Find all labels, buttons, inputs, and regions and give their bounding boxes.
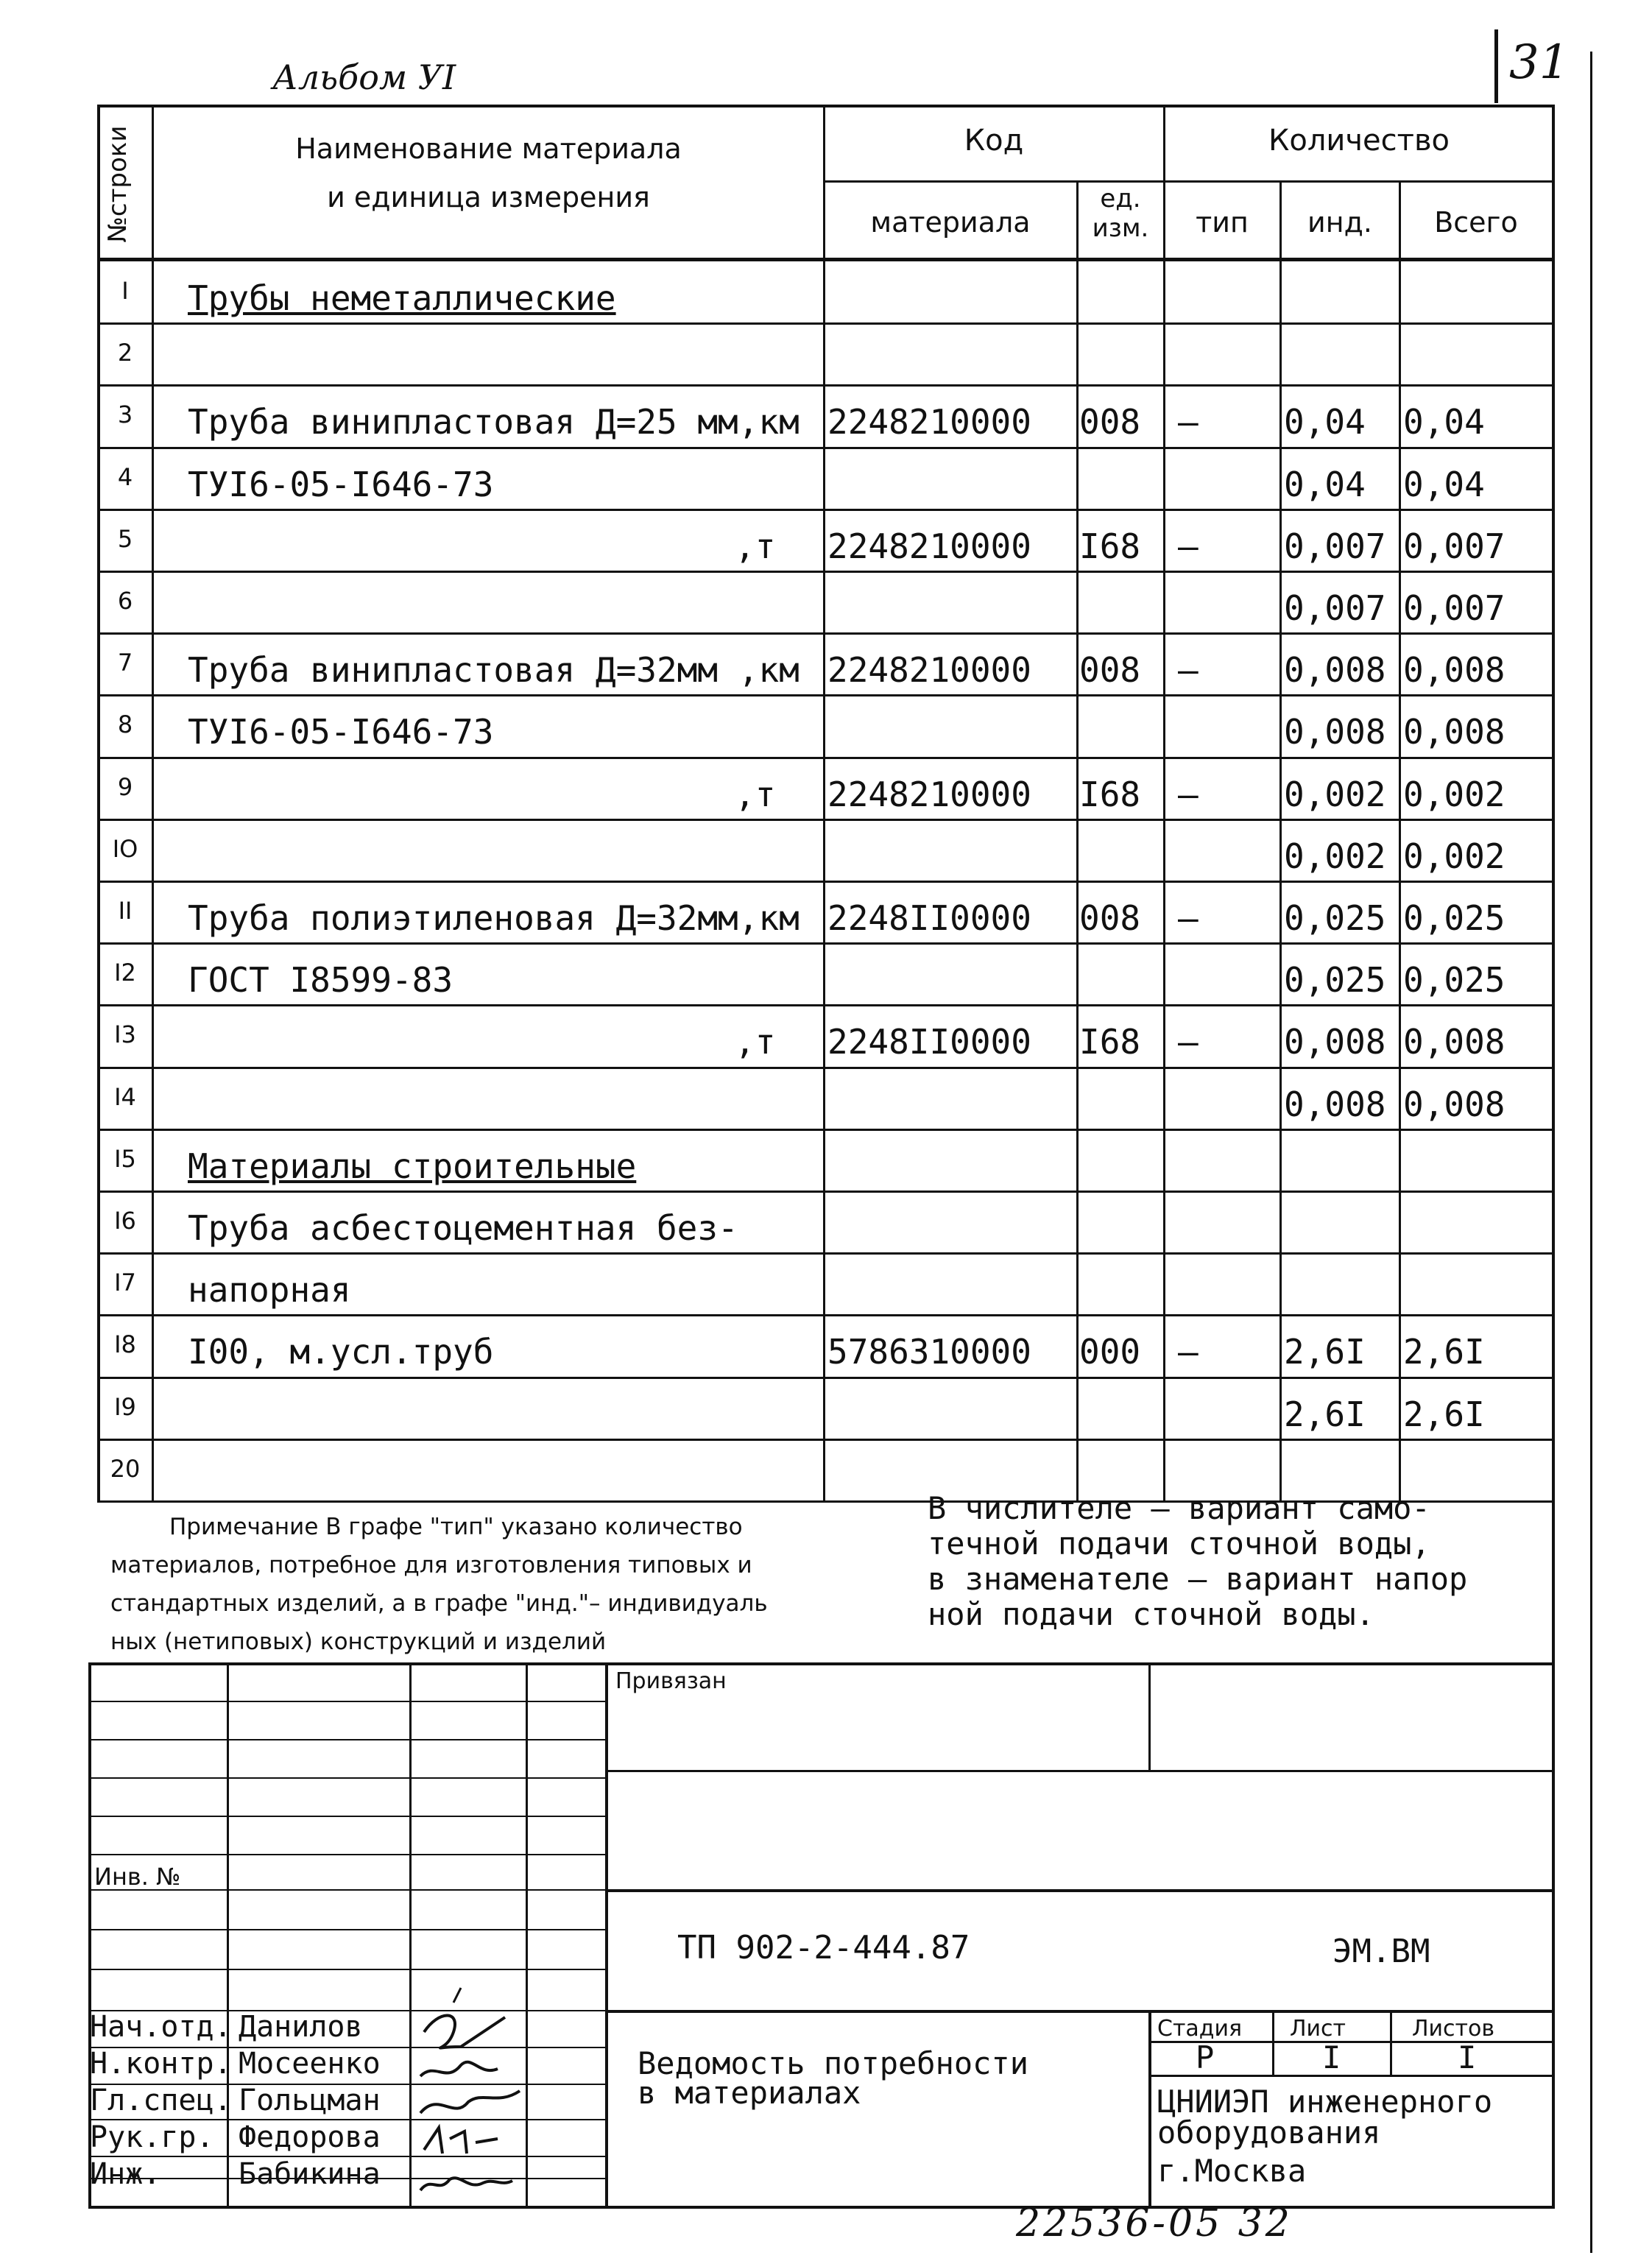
material-name: ГОСТ I8599-83	[188, 960, 453, 1000]
note-line: стандартных изделий, а в графе "инд."– индивидуаль	[110, 1590, 768, 1617]
qty-ind: 0,007	[1284, 526, 1386, 566]
ind-header: инд.	[1307, 206, 1372, 239]
row-number: I	[121, 277, 129, 305]
material-code: 5786310000	[827, 1332, 1031, 1372]
material-code: 2248210000	[827, 526, 1031, 566]
note-line: ных (нетиповых) конструкций и изделий	[110, 1629, 607, 1655]
row-number: 6	[117, 587, 133, 615]
row-divider	[97, 757, 1555, 759]
total-header: Всего	[1434, 206, 1518, 239]
row-divider	[97, 694, 1555, 696]
qty-total: 0,04	[1403, 465, 1485, 504]
qty-ind: 2,6I	[1284, 1332, 1366, 1372]
row-divider	[97, 1129, 1555, 1131]
sign-role: Рук.гр.	[90, 2120, 214, 2154]
qty-ind: 0,025	[1284, 960, 1386, 1000]
qty-total: 0,008	[1403, 1022, 1505, 1062]
sign-name: Гольцман	[239, 2084, 381, 2117]
row-divider	[97, 322, 1555, 325]
row-number-header: №строки	[103, 125, 133, 243]
qty-ind: 0,025	[1284, 898, 1386, 938]
material-code: 2248II0000	[827, 898, 1031, 938]
sign-name: Федорова	[239, 2120, 381, 2154]
material-name: ТУI6-05-I646-73	[188, 465, 494, 504]
note-line: материалов, потребное для изготовления типовых и	[110, 1552, 752, 1579]
material-name: ТУI6-05-I646-73	[188, 712, 494, 752]
material-name: Материалы строительные	[188, 1146, 637, 1186]
sign-role: Нач.отд.	[90, 2010, 232, 2044]
row-number: I4	[114, 1083, 136, 1111]
row-divider	[97, 1252, 1555, 1255]
row-number: 2	[117, 339, 133, 367]
qty-total: 0,025	[1403, 898, 1505, 938]
row-divider	[97, 1377, 1555, 1379]
doc-mark: ЭМ.ВМ	[1332, 1933, 1430, 1970]
material-name: Трубы неметаллические	[188, 278, 616, 318]
type-header: тип	[1196, 206, 1249, 239]
stage-label: Стадия	[1157, 2016, 1243, 2042]
row-number: 5	[117, 525, 133, 553]
note-line: Примечание В графе "тип" указано количество	[169, 1514, 743, 1540]
code-group-header: Код	[964, 124, 1024, 158]
row-divider	[97, 819, 1555, 821]
name-header-line1: Наименование материала	[295, 133, 682, 165]
row-number: I7	[114, 1269, 136, 1297]
row-number: IO	[112, 835, 138, 863]
row-divider	[97, 942, 1555, 945]
row-divider	[97, 384, 1555, 387]
qty-total: 0,002	[1403, 836, 1505, 876]
unit-code: I68	[1079, 526, 1141, 566]
material-code: 2248210000	[827, 650, 1031, 690]
material-code: 2248210000	[827, 402, 1031, 442]
row-number: I2	[114, 959, 136, 987]
note-line: течной подачи сточной воды,	[928, 1525, 1430, 1562]
inv-no-label: Инв. №	[94, 1863, 181, 1891]
qty-type: –	[1178, 898, 1199, 938]
qty-total: 0,007	[1403, 526, 1505, 566]
row-number: I9	[114, 1393, 136, 1421]
note-line: В числителе – вариант само-	[928, 1490, 1430, 1526]
row-divider	[97, 1067, 1555, 1069]
row-number: 20	[110, 1455, 141, 1483]
qty-ind: 0,008	[1284, 1022, 1386, 1062]
qty-ind: 0,002	[1284, 775, 1386, 814]
privyazan-label: Привязан	[615, 1668, 727, 1694]
sign-role: Н.контр.	[90, 2047, 232, 2081]
material-code: 2248II0000	[827, 1022, 1031, 1062]
row-divider	[97, 632, 1555, 635]
row-divider	[97, 1004, 1555, 1006]
stage-value: Р	[1196, 2039, 1215, 2075]
qty-ind: 0,002	[1284, 836, 1386, 876]
material-name: ,т	[735, 526, 776, 566]
qty-ind: 0,04	[1284, 465, 1366, 504]
qty-ind: 0,008	[1284, 650, 1386, 690]
unit-header-line1: ед.	[1100, 184, 1141, 214]
sign-role: Гл.спец.	[90, 2084, 232, 2117]
unit-code: I68	[1079, 1022, 1141, 1062]
qty-total: 2,6I	[1403, 1394, 1485, 1434]
note-right	[928, 1491, 1467, 1632]
unit-header-line2: изм.	[1092, 214, 1149, 243]
material-name: ,т	[735, 1022, 776, 1062]
sheets-label: Листов	[1412, 2016, 1495, 2042]
row-divider	[97, 509, 1555, 511]
row-number: I8	[114, 1330, 136, 1358]
qty-total: 0,008	[1403, 1084, 1505, 1124]
name-header-line2: и единица измерения	[327, 181, 650, 214]
row-number: 9	[117, 773, 133, 801]
row-number: I5	[114, 1145, 136, 1173]
sign-name: Мосеенко	[239, 2047, 381, 2081]
qty-ind: 0,04	[1284, 402, 1366, 442]
qty-total: 0,007	[1403, 588, 1505, 628]
row-number: 4	[117, 463, 133, 491]
material-name: Труба асбестоцементная без-	[188, 1208, 738, 1248]
unit-code: 008	[1079, 402, 1141, 442]
signature-marks	[409, 1980, 542, 2209]
album-label: Альбом УI	[272, 57, 456, 97]
doc-title-line2: в материалах	[638, 2075, 861, 2111]
qty-ind: 0,008	[1284, 712, 1386, 752]
material-name: ,т	[735, 775, 776, 814]
qty-total: 0,002	[1403, 775, 1505, 814]
qty-type: –	[1178, 1332, 1199, 1372]
doc-title-line1: Ведомость потребности	[638, 2045, 1029, 2081]
qty-type: –	[1178, 526, 1199, 566]
unit-code: I68	[1079, 775, 1141, 814]
row-number: 7	[117, 649, 133, 677]
sign-name: Бабикина	[239, 2157, 381, 2191]
qty-total: 0,04	[1403, 402, 1485, 442]
qty-type: –	[1178, 650, 1199, 690]
note-line: в знаменателе – вариант напор	[928, 1561, 1468, 1597]
qty-type: –	[1178, 402, 1199, 442]
row-divider	[97, 447, 1555, 449]
material-name: Труба винипластовая Д=25 мм,км	[188, 402, 799, 442]
qty-ind: 0,007	[1284, 588, 1386, 628]
qty-type: –	[1178, 775, 1199, 814]
row-divider	[97, 1314, 1555, 1316]
org-line1: ЦНИИЭП инженерного	[1157, 2084, 1493, 2120]
material-name: Труба винипластовая Д=32мм ,км	[188, 650, 799, 690]
row-number: 8	[117, 710, 133, 738]
sheet-value: I	[1322, 2039, 1341, 2075]
sheet-label: Лист	[1290, 2016, 1346, 2042]
qty-ind: 2,6I	[1284, 1394, 1366, 1434]
sign-role: Инж.	[90, 2157, 161, 2191]
doc-code: ТП 902-2-444.87	[677, 1929, 970, 1967]
unit-code: 008	[1079, 650, 1141, 690]
sheets-value: I	[1458, 2039, 1477, 2075]
unit-code: 008	[1079, 898, 1141, 938]
org-line2: оборудования	[1157, 2114, 1381, 2151]
qty-total: 0,008	[1403, 650, 1505, 690]
note-line: ной подачи сточной воды.	[928, 1596, 1374, 1632]
row-divider	[97, 571, 1555, 573]
row-divider	[97, 1439, 1555, 1441]
row-number: I6	[114, 1207, 136, 1235]
row-divider	[97, 881, 1555, 883]
material-name: напорная	[188, 1270, 351, 1310]
qty-total: 0,008	[1403, 712, 1505, 752]
material-code-header: материала	[870, 206, 1031, 239]
sign-name: Данилов	[239, 2010, 363, 2044]
row-divider	[97, 1191, 1555, 1193]
qty-total: 2,6I	[1403, 1332, 1485, 1372]
qty-ind: 0,008	[1284, 1084, 1386, 1124]
qty-total: 0,025	[1403, 960, 1505, 1000]
material-code: 2248210000	[827, 775, 1031, 814]
note-left	[110, 1508, 920, 1661]
row-number: I3	[114, 1020, 136, 1048]
org-line3: г.Москва	[1157, 2153, 1307, 2189]
row-number: 3	[117, 401, 133, 428]
unit-code: 000	[1079, 1332, 1141, 1372]
material-name: I00, м.усл.труб	[188, 1332, 494, 1372]
qty-group-header: Количество	[1268, 124, 1450, 158]
stamp-number: 22536-05 32	[1016, 2201, 1293, 2246]
material-name: Труба полиэтиленовая Д=32мм,км	[188, 898, 799, 938]
row-number: II	[118, 897, 133, 925]
page-number: 31	[1509, 35, 1570, 90]
qty-type: –	[1178, 1022, 1199, 1062]
